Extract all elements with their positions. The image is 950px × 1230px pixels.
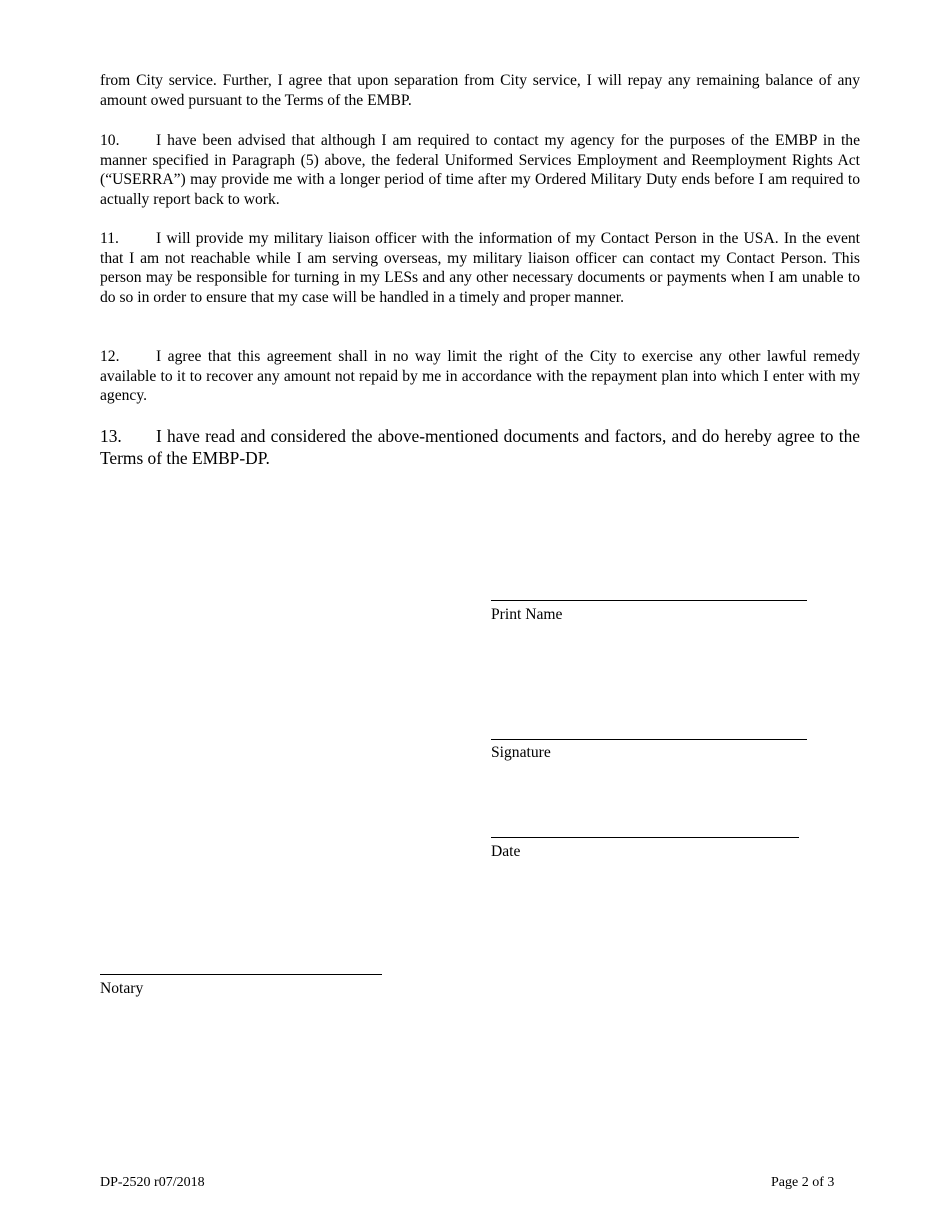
paragraph-number: 13. bbox=[100, 426, 122, 446]
paragraph-12 bbox=[100, 347, 860, 406]
signature-line[interactable] bbox=[491, 739, 807, 740]
paragraph-11 bbox=[100, 229, 860, 308]
signature-label: Signature bbox=[491, 744, 551, 761]
paragraph-text: I agree that this agreement shall in no way limit the right of the City to exercise any other lawful remedy available to it to recover any amount not repaid by me in accordance with the repayment plan into which I enter with my agency. bbox=[100, 348, 860, 405]
paragraph-continuation: from City service. Further, I agree that upon separation from City service, I will repay any remaining balance of any amount owed pursuant to the Terms of the EMBP. bbox=[100, 72, 860, 109]
paragraph-text: I have been advised that although I am required to contact my agency for the purposes of the EMBP in the manner specified in Paragraph (5) above, the federal Uniformed Services Employment and Reemployment Rights Act (“USERRA”) may provide me with a longer period of time after my Ordered Military Duty ends before I am required to actually report back to work. bbox=[100, 132, 860, 209]
paragraph-number: 12. bbox=[100, 348, 120, 365]
page-number: Page 2 of 3 bbox=[771, 1175, 835, 1190]
notary-label: Notary bbox=[100, 980, 144, 997]
paragraph-13 bbox=[100, 426, 860, 469]
paragraph-number: 10. bbox=[100, 132, 120, 149]
print-name-line[interactable] bbox=[491, 600, 807, 601]
paragraph-text: I will provide my military liaison officer with the information of my Contact Person in the USA. In the event that I am not reachable while I am serving overseas, my military liaison officer can contact my Contact Person. This person may be responsible for turning in my LESs and any other necessary documents or payments when I am unable to do so in order to ensure that my case will be handled in a timely and proper manner. bbox=[100, 230, 860, 307]
date-line[interactable] bbox=[491, 837, 799, 838]
form-id: DP-2520 r07/2018 bbox=[100, 1175, 205, 1190]
paragraph-text: I have read and considered the above-mentioned documents and factors, and do hereby agree to the Terms of the EMBP-DP. bbox=[100, 426, 860, 468]
paragraph-10 bbox=[100, 131, 860, 210]
print-name-label: Print Name bbox=[491, 606, 563, 623]
date-label: Date bbox=[491, 843, 521, 860]
paragraph-number: 11. bbox=[100, 230, 119, 247]
notary-line[interactable] bbox=[100, 974, 382, 975]
